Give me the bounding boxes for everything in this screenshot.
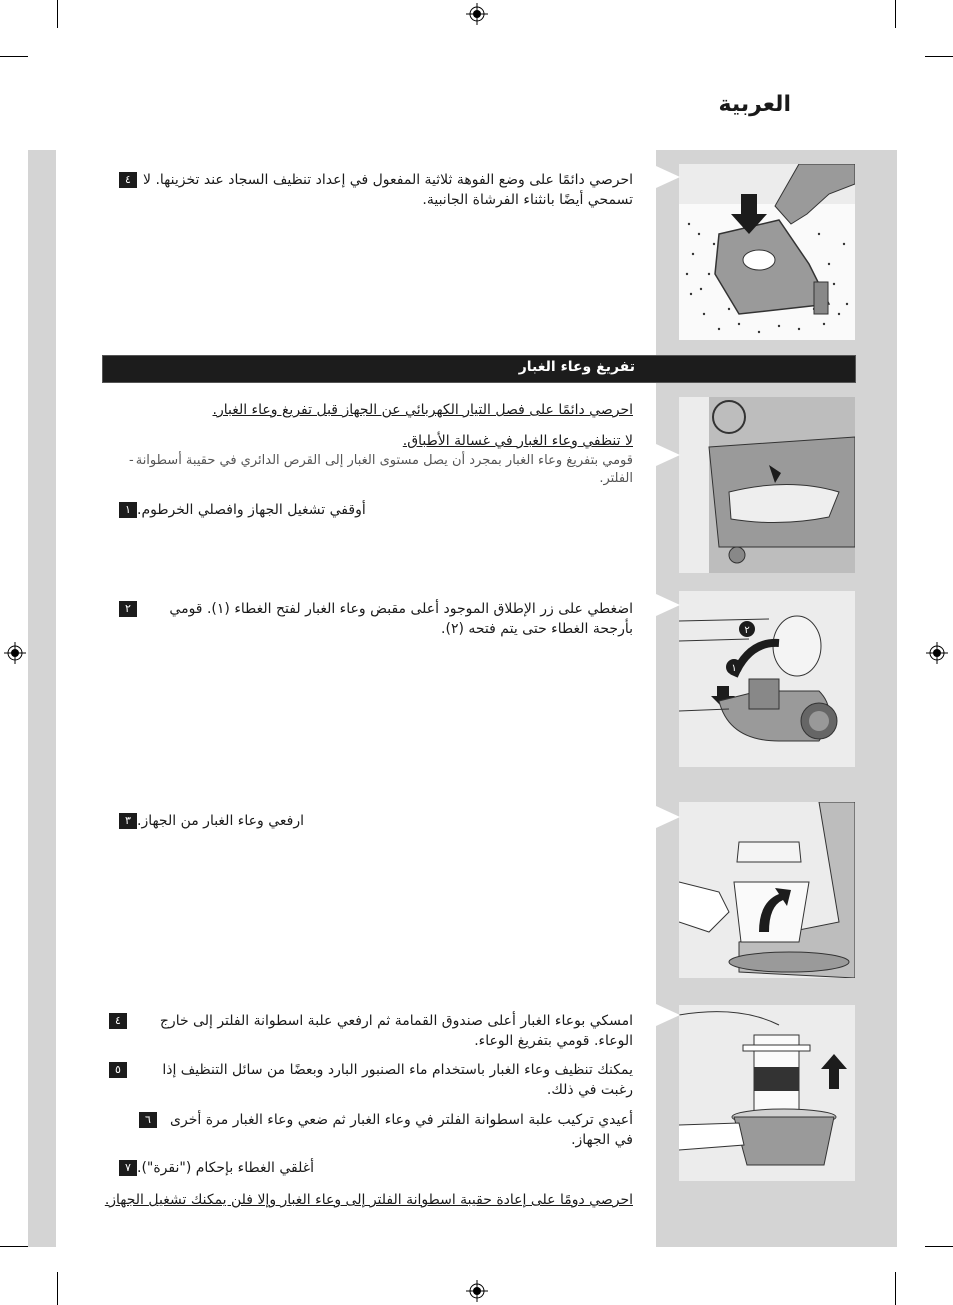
callout-2: ٢: [744, 625, 750, 636]
bullet-text: قومي بتفريغ وعاء الغبار بمجرد أن يصل مستوى الغبار إلى القرص الدائري في حقيبة أسطوانة الفلتر.: [135, 453, 633, 486]
figure-pointer: [656, 444, 680, 466]
step-number: ٤: [109, 1013, 127, 1029]
step-number: ٧: [119, 1160, 137, 1176]
step-7: [113, 1158, 633, 1178]
registration-mark-icon: [466, 1280, 488, 1302]
step-3: [113, 811, 633, 831]
registration-mark-icon: [926, 642, 948, 664]
lift-container-illustration-icon: [679, 802, 855, 978]
crop-mark: [0, 56, 28, 57]
figure-remove-filter: [679, 1005, 855, 1181]
step-4-storage: [113, 170, 633, 210]
crop-mark: [925, 56, 953, 57]
step-4: [103, 1011, 633, 1051]
bullet-empty-when-full: [113, 452, 633, 488]
figure-pointer: [656, 1004, 680, 1026]
step-number: ٤: [119, 172, 137, 188]
nozzle-carpet-illustration-icon: [679, 164, 855, 340]
step-text: اضغطي على زر الإطلاق الموجود أعلى مقبض وعاء الغبار لفتح الغطاء (١). قومي بأرجحة الغطاء حتى يتم فتحه (٢).: [169, 601, 633, 637]
crop-mark: [895, 0, 896, 28]
step-text: يمكنك تنظيف وعاء الغبار باستخدام ماء الصنبور البارد وبعضًا من سائل التنظيف إذا رغبت في ذلك.: [162, 1062, 633, 1098]
crop-mark: [925, 1246, 953, 1247]
crop-mark: [57, 1272, 58, 1305]
step-number: ٦: [139, 1112, 157, 1128]
left-margin-band: [28, 150, 56, 1247]
figure-pointer: [656, 806, 680, 828]
step-text: امسكي بوعاء الغبار أعلى صندوق القمامة ثم ارفعي علبة اسطوانة الفلتر إلى خارج الوعاء. قومي بتفريغ الوعاء.: [159, 1013, 633, 1049]
warning-unplug: احرصي دائمًا على فصل التيار الكهربائي عن الجهاز قبل تفريغ وعاء الغبار.: [212, 402, 633, 418]
figure-lift-container: [679, 802, 855, 978]
section-heading: تفريغ وعاء الغبار: [518, 359, 635, 375]
step-text: احرصي دائمًا على وضع الفوهة ثلاثية المفعول في إعداد تنظيف السجاد عند تخزينها. لا تسمحي أيضًا بانثناء الفرشاة الجانبية.: [143, 172, 633, 208]
dust-container-level-illustration-icon: [679, 397, 855, 573]
registration-mark-icon: [466, 3, 488, 25]
registration-mark-icon: [4, 642, 26, 664]
step-text: أغلقي الغطاء بإحكام ("نقرة").: [137, 1160, 314, 1176]
language-title: العربية: [718, 92, 791, 117]
step-text: ارفعي وعاء الغبار من الجهاز.: [137, 813, 304, 829]
figure-nozzle-carpet: [679, 164, 855, 340]
step-1: [113, 500, 633, 520]
crop-mark: [895, 1272, 896, 1305]
figure-dust-level: [679, 397, 855, 573]
step-number: ٢: [119, 601, 137, 617]
figure-pointer: [656, 594, 680, 616]
crop-mark: [57, 0, 58, 28]
crop-mark: [0, 1246, 28, 1247]
step-number: ٣: [119, 813, 137, 829]
step-number: ٥: [109, 1062, 127, 1078]
step-5: [103, 1060, 633, 1100]
step-text: أوقفي تشغيل الجهاز وافصلي الخرطوم.: [137, 502, 366, 518]
step-2: [113, 599, 633, 639]
open-lid-illustration-icon: [679, 591, 855, 767]
section-heading-bar: [102, 355, 856, 383]
figure-pointer: [656, 166, 680, 188]
step-text: أعيدي تركيب علبة اسطوانة الفلتر في وعاء الغبار ثم ضعي وعاء الغبار مرة أخرى في الجهاز.: [170, 1112, 633, 1148]
step-number: ١: [119, 502, 137, 518]
figure-open-lid: [679, 591, 855, 767]
bullet-dash: -: [129, 453, 134, 468]
callout-1: ١: [731, 663, 737, 674]
remove-filter-illustration-icon: [679, 1005, 855, 1181]
step-6: [133, 1110, 633, 1150]
final-warning: احرصي دومًا على إعادة حقيبة اسطوانة الفلتر إلى وعاء الغبار وإلا فلن يمكنك تشغيل الجهاز.: [104, 1192, 633, 1208]
warning-dishwasher: لا تنظفي وعاء الغبار في غسالة الأطباق.: [402, 433, 633, 449]
